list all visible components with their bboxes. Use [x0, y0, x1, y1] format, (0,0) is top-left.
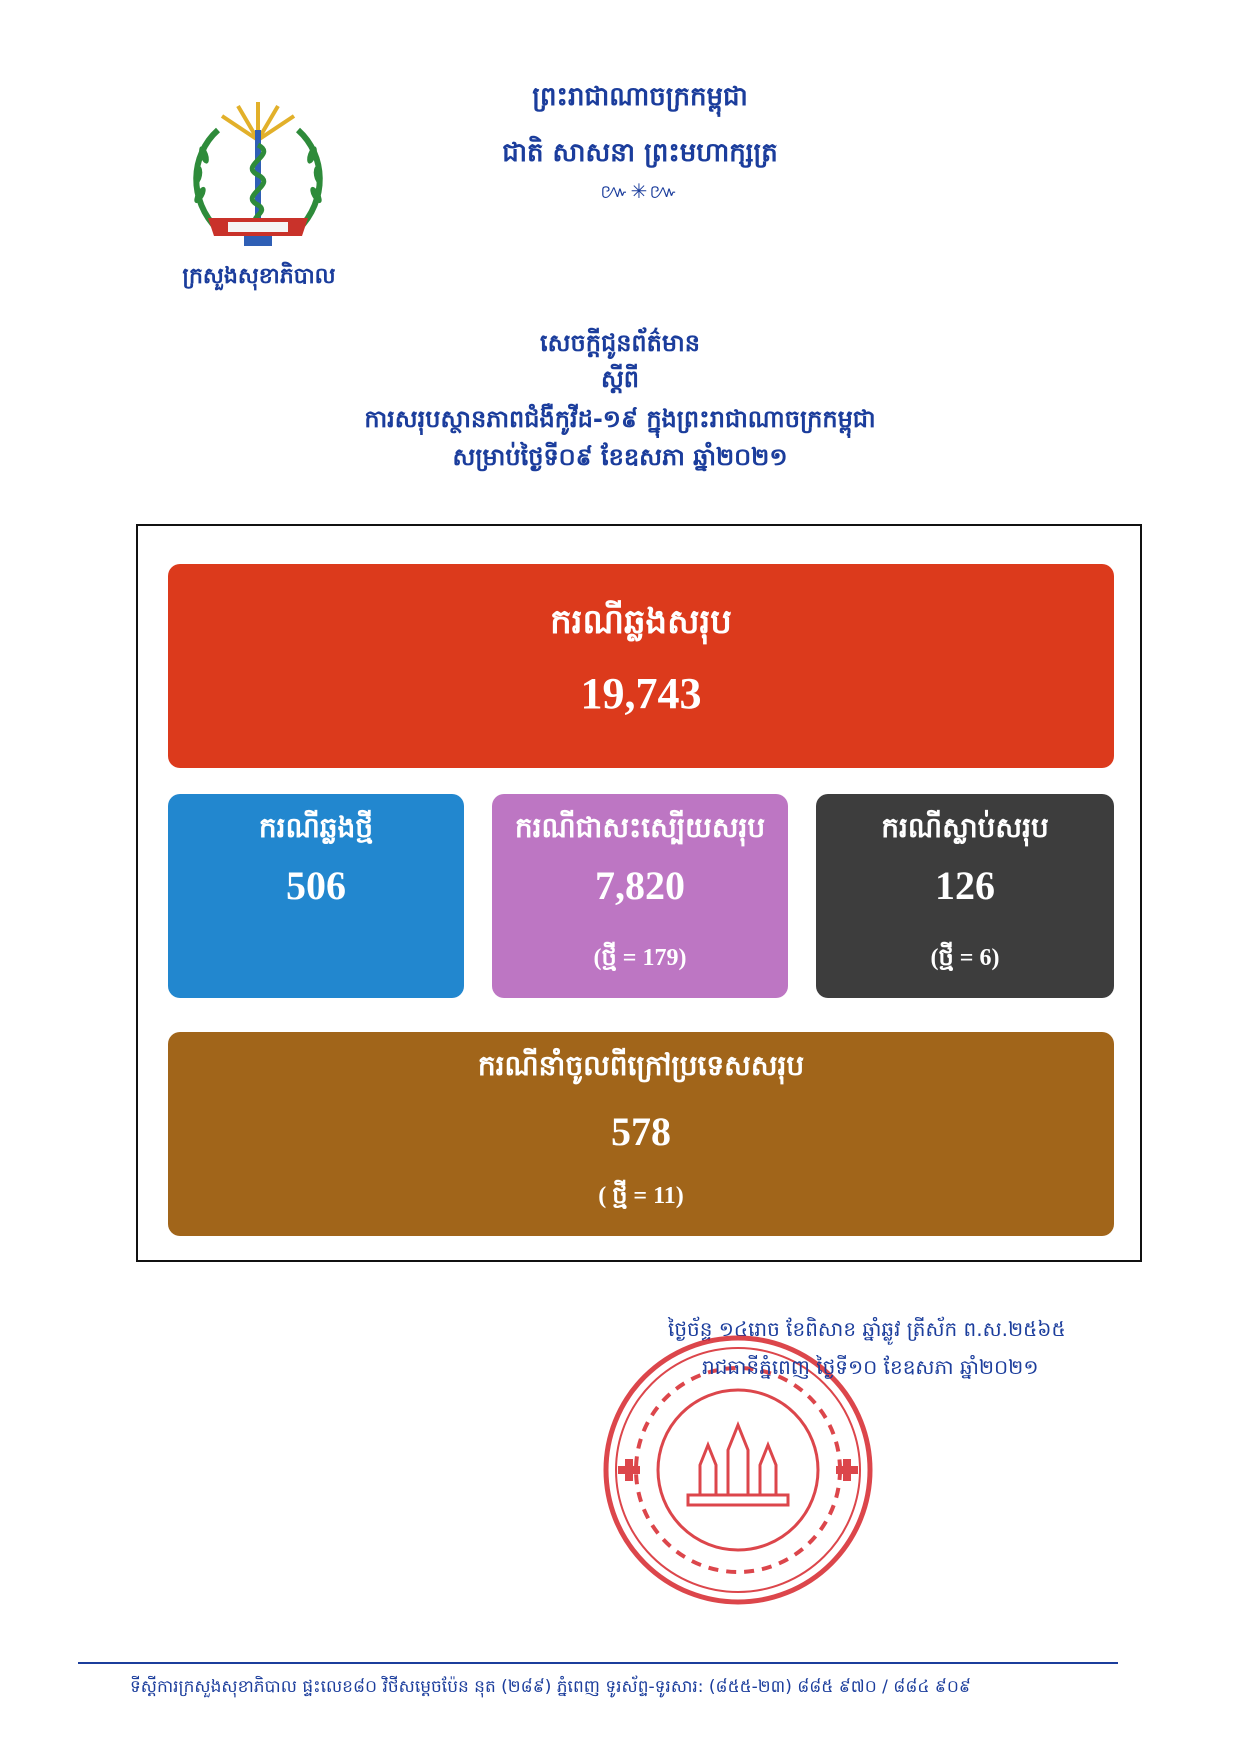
imported-cases-label: ករណីនាំចូលពីក្រៅប្រទេសសរុប	[477, 1049, 805, 1082]
ministry-emblem-logo	[178, 100, 338, 260]
national-motto: ជាតិ សាសនា ព្រះមហាក្សត្រ	[502, 138, 778, 168]
solar-date: រាជធានីភ្នំពេញ ថ្ងៃទី១០ ខែឧសភា ឆ្នាំ២០២១	[702, 1355, 1039, 1379]
imported-cases-card	[168, 1032, 1114, 1236]
doc-title-line2: ស្តីពី	[600, 365, 640, 393]
total-cases-card	[168, 564, 1114, 768]
recovered-new: (ថ្មី = 179)	[593, 945, 687, 971]
imported-cases-new: ( ថ្មី = 11)	[598, 1183, 684, 1209]
new-cases-label: ករណីឆ្លងថ្មី	[258, 811, 374, 844]
recovered-card	[492, 794, 788, 998]
total-cases-value: 19,743	[580, 669, 702, 718]
footer-divider	[78, 1662, 1118, 1664]
recovered-value: 7,820	[595, 863, 685, 908]
lunar-date: ថ្ងៃច័ន្ទ ១៤រោច ខែពិសាខ ឆ្នាំឆ្លូវ ត្រីស័ក ព.ស.២៥៦៥	[668, 1317, 1066, 1341]
footer-address: ទីស្តីការក្រសួងសុខាភិបាល ផ្ទះលេខ៨០ វិថីសម្តេចប៉ែន នុត (២៨៩) ភ្នំពេញ ទូរស័ព្ទ-ទូរសារ: (៨៥៥-២៣) ៨៨៥ ៩៧០ / ៨៨៤ ៩០៩	[130, 1677, 971, 1697]
stats-frame	[136, 524, 1142, 1262]
kingdom-heading: ព្រះរាជាណាចក្រកម្ពុជា	[532, 82, 748, 112]
imported-cases-value: 578	[611, 1109, 671, 1154]
recovered-label: ករណីជាសះស្បើយសរុប	[514, 811, 766, 844]
doc-title-line1: សេចក្តីជូនព័ត៌មាន	[540, 329, 700, 357]
deaths-card	[816, 794, 1114, 998]
total-cases-label: ករណីឆ្លងសរុប	[550, 602, 732, 642]
deaths-label: ករណីស្លាប់សរុប	[881, 811, 1049, 844]
ornament-divider: ៚✳៚	[600, 179, 680, 203]
deaths-value: 126	[935, 863, 995, 908]
new-cases-card	[168, 794, 464, 998]
ministry-name: ក្រសួងសុខាភិបាល	[182, 264, 336, 289]
doc-title-line3: ការសរុបស្ថានភាពជំងឺកូវីដ-១៩ ក្នុងព្រះរាជាណាចក្រកម្ពុជា	[364, 405, 876, 433]
deaths-new: (ថ្មី = 6)	[930, 945, 1000, 971]
new-cases-value: 506	[286, 863, 346, 908]
doc-title-line4: សម្រាប់ថ្ងៃទី០៩ ខែឧសភា ឆ្នាំ២០២១	[452, 443, 788, 471]
